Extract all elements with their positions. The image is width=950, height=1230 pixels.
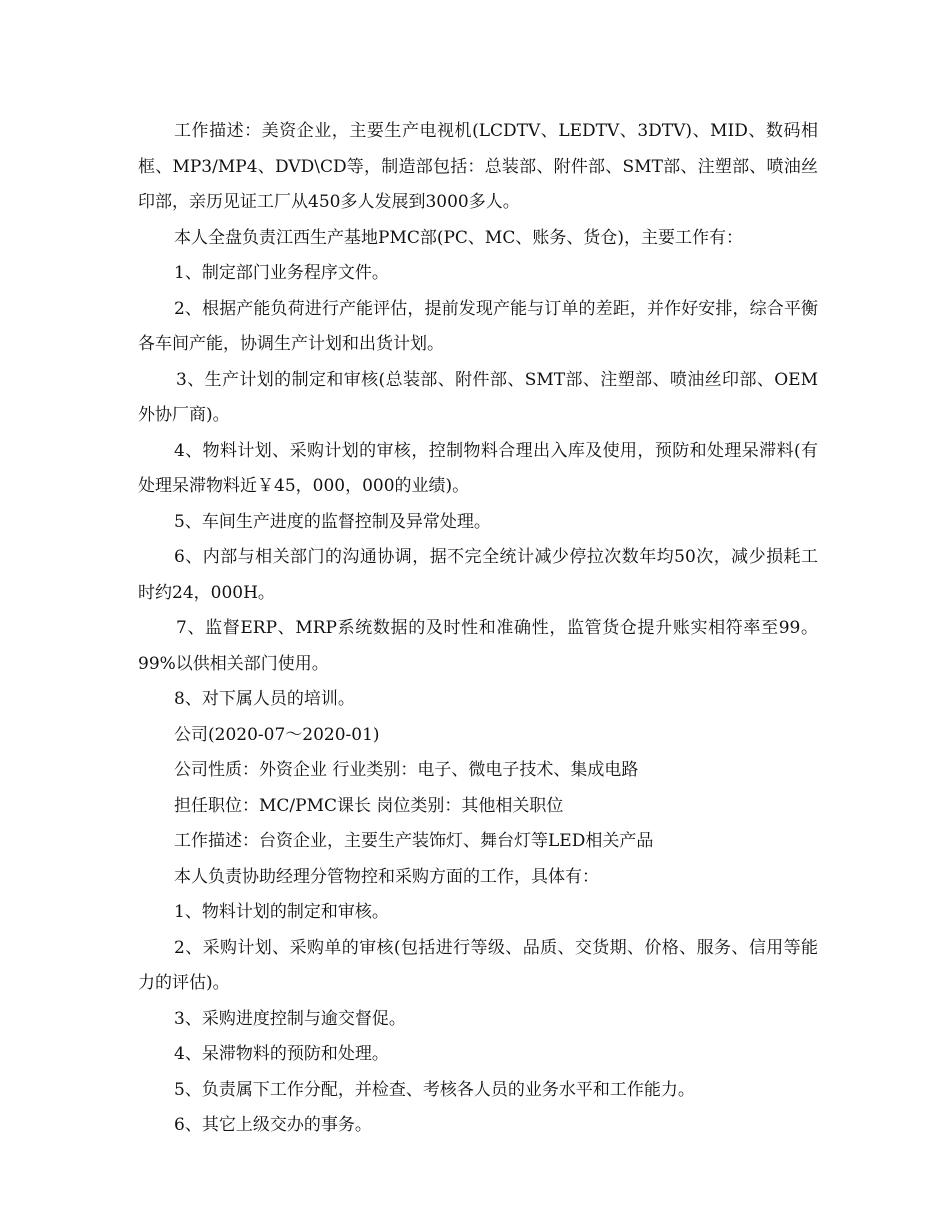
- paragraph-pmc-responsibility: 本人全盘负责江西生产基地PMC部(PC、MC、账务、货仓)，主要工作有：: [174, 227, 743, 248]
- company-period: 公司(2020-07～2020-01): [174, 724, 380, 745]
- position-held: 担任职位：MC/PMC课长 岗位类别：其他相关职位: [174, 795, 564, 816]
- list-item: 2、根据产能负荷进行产能评估，提前发现产能与订单的差距，并作好安排，综合平衡各车间产能，协调生产计划和出货计划。: [138, 298, 818, 354]
- paragraph-assist-responsibility: 本人负责协助经理分管物控和采购方面的工作，具体有：: [174, 866, 599, 887]
- paragraph-job-description-2: 工作描述：台资企业，主要生产装饰灯、舞台灯等LED相关产品: [174, 831, 654, 851]
- list-item: 6、其它上级交办的事务。: [174, 1115, 372, 1135]
- list-item: 4、呆滞物料的预防和处理。: [174, 1044, 389, 1064]
- list-item: 3、生产计划的制定和审核(总装部、附件部、SMT部、注塑部、喷油丝印部、OEM外协厂商)。: [138, 369, 818, 425]
- list-item: 3、采购进度控制与逾交督促。: [174, 1008, 406, 1029]
- list-item: 1、物料计划的制定和审核。: [174, 902, 389, 922]
- company-nature: 公司性质：外资企业 行业类别：电子、微电子技术、集成电路: [174, 760, 639, 780]
- list-item: 5、车间生产进度的监督控制及异常处理。: [174, 511, 491, 532]
- list-item: 7、监督ERP、MRP系统数据的及时性和准确性，监管货仓提升账实相符率至99。99%以供相关部门使用。: [138, 618, 818, 674]
- list-item: 2、采购计划、采购单的审核(包括进行等级、品质、交货期、价格、服务、信用等能力的评估)。: [138, 937, 818, 993]
- list-item: 1、制定部门业务程序文件。: [174, 263, 389, 283]
- list-item: 4、物料计划、采购计划的审核，控制物料合理出入库及使用，预防和处理呆滞料(有处理呆滞物料近￥45，000，000的业绩)。: [138, 440, 818, 496]
- paragraph-job-description-1: 工作描述：美资企业，主要生产电视机(LCDTV、LEDTV、3DTV)、MID、数码相框、MP3/MP4、DVD\CD等，制造部包括：总装部、附件部、SMT部、注塑部、喷油丝印部，亲历见证工厂从450多人发展到3000多人。: [138, 121, 818, 212]
- list-item: 8、对下属人员的培训。: [174, 689, 355, 709]
- list-item: 5、负责属下工作分配，并检查、考核各人员的业务水平和工作能力。: [174, 1079, 695, 1100]
- document-body: [138, 114, 818, 1144]
- list-item: 6、内部与相关部门的沟通协调，据不完全统计减少停拉次数年均50次，减少损耗工时约24，000H。: [138, 547, 818, 603]
